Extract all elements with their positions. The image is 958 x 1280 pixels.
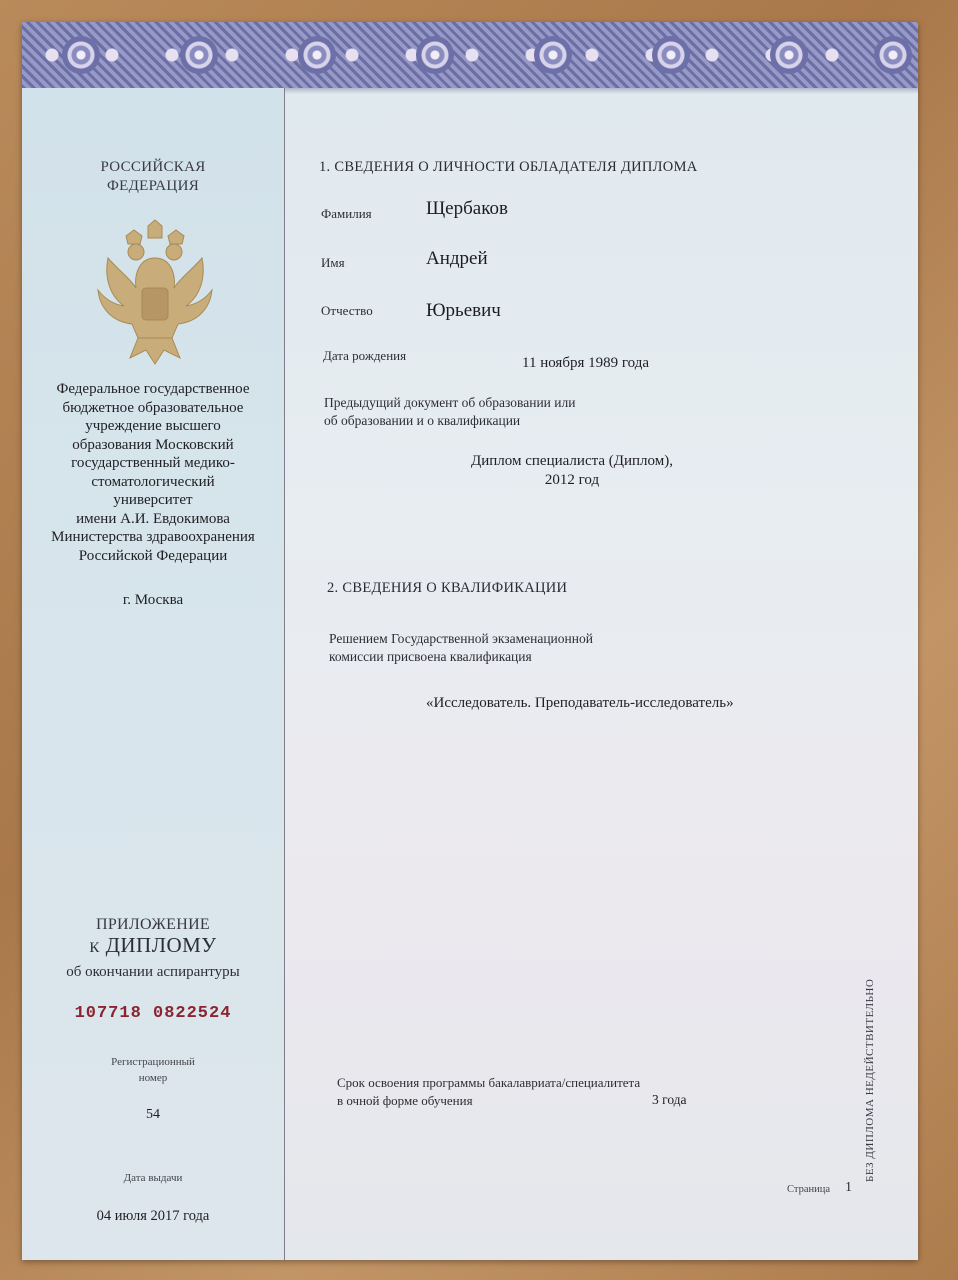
vertical-validity-note: БЕЗ ДИПЛОМА НЕДЕЙСТВИТЕЛЬНО: [864, 978, 876, 1182]
registration-label-line: номер: [138, 1072, 168, 1084]
name-value: Андрей: [426, 248, 488, 269]
institution-line: учреждение высшего: [85, 418, 221, 434]
diploma-appendix-sheet: [22, 22, 918, 1260]
patronymic-value: Юрьевич: [426, 300, 501, 321]
previous-document-label-line: об образовании и о квалификации: [324, 413, 521, 428]
rosette-ornament: [652, 36, 690, 74]
study-term-value: 3 года: [652, 1092, 687, 1107]
institution-line: Российской Федерации: [78, 547, 228, 564]
issue-date: 04 июля 2017 года: [96, 1208, 210, 1224]
institution-name: [22, 380, 284, 565]
rosette-ornament: [62, 36, 100, 74]
study-term-label: [337, 1074, 640, 1110]
rosette-ornament: [298, 36, 336, 74]
institution-line: Федеральное государственное: [56, 381, 250, 397]
qualification-decision-label: [329, 630, 593, 666]
issue-date-label: Дата выдачи: [123, 1172, 183, 1184]
surname-label: Фамилия: [321, 206, 372, 221]
study-term-label-line: Срок освоения программы бакалавриата/специалитета: [337, 1075, 641, 1090]
previous-document-line: 2012 год: [544, 472, 600, 488]
institution-line: образования Московский: [72, 436, 234, 453]
section2-title: 2. СВЕДЕНИЯ О КВАЛИФИКАЦИИ: [327, 580, 568, 596]
registration-number: 54: [146, 1107, 160, 1122]
appendix-title: ПРИЛОЖЕНИЕ: [95, 916, 210, 933]
appendix-subtitle: к ДИПЛОМУ: [89, 933, 217, 957]
appendix-type: об окончании аспирантуры: [66, 964, 240, 980]
rosette-ornament: [180, 36, 218, 74]
qualification-value: «Исследователь. Преподаватель-исследователь»: [426, 695, 734, 711]
country-line-1: РОССИЙСКАЯ: [100, 159, 206, 175]
name-label: Имя: [321, 255, 345, 270]
birth-date-value: 11 ноября 1989 года: [522, 355, 650, 371]
surname-value: Щербаков: [426, 198, 508, 219]
rosette-ornament: [416, 36, 454, 74]
page-number: 1: [845, 1180, 852, 1195]
serial-number: 107718 0822524: [74, 1004, 232, 1023]
rosette-ornament: [534, 36, 572, 74]
section1-title: 1. СВЕДЕНИЯ О ЛИЧНОСТИ ОБЛАДАТЕЛЯ ДИПЛОМА: [319, 159, 698, 175]
institution-line: государственный медико-: [71, 455, 235, 471]
decision-label-line: комиссии присвоена квалификация: [329, 649, 532, 664]
previous-document-label-line: Предыдущий документ об образовании или: [324, 395, 576, 410]
patronymic-label: Отчество: [321, 303, 373, 318]
page-label: Страница: [787, 1184, 831, 1195]
institution-line: стоматологический: [91, 473, 215, 490]
institution-line: бюджетное образовательное: [62, 399, 244, 416]
institution-line: университет: [113, 492, 193, 508]
registration-label-line: Регистрационный: [111, 1056, 195, 1068]
study-term-label-line: в очной форме обучения: [337, 1093, 473, 1108]
previous-document-line: Диплом специалиста (Диплом),: [471, 453, 673, 469]
country-line-2: ФЕДЕРАЦИЯ: [106, 178, 200, 194]
previous-document-label: [324, 394, 575, 430]
rosette-ornament: [770, 36, 808, 74]
institution-line: Министерства здравоохранения: [51, 529, 255, 545]
decision-label-line: Решением Государственной экзаменационной: [329, 631, 593, 646]
rosette-ornament: [874, 36, 912, 74]
column-divider: [284, 88, 285, 1260]
registration-label: [22, 1054, 284, 1086]
institution-line: имени А.И. Евдокимова: [76, 510, 230, 527]
previous-document-value: [422, 452, 722, 490]
double-headed-eagle-emblem-icon: [90, 218, 220, 368]
country-heading: [22, 158, 284, 196]
birth-date-label: Дата рождения: [323, 348, 407, 363]
city: г. Москва: [122, 592, 184, 608]
